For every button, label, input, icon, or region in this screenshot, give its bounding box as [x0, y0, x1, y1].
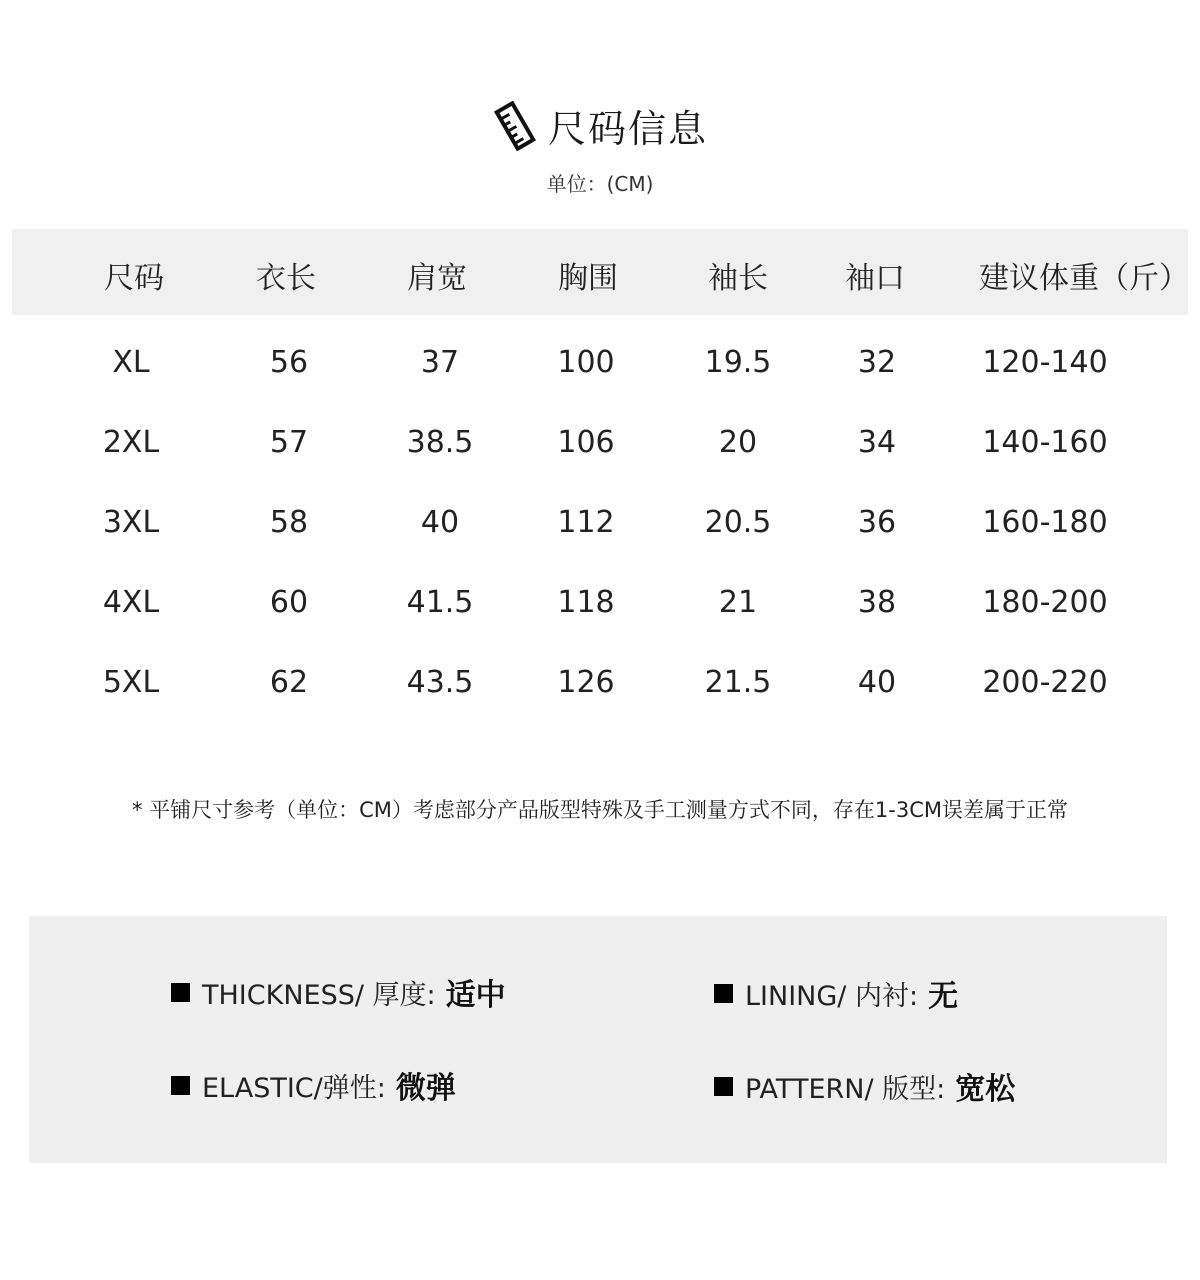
table-cell: 20	[718, 425, 758, 460]
size-info-title	[0, 98, 1200, 153]
square-bullet-icon	[171, 1076, 190, 1095]
table-cell: 34	[857, 425, 897, 460]
column-header-size: 尺码	[104, 261, 164, 296]
table-cell: 112	[557, 505, 615, 540]
table-cell: 21	[718, 585, 758, 620]
table-cell: 21.5	[704, 665, 772, 700]
spec-value: 适中	[445, 978, 506, 1013]
spec-label: LINING/ 内衬:	[745, 980, 919, 1012]
column-header-cuff: 袖口	[845, 261, 905, 296]
table-cell: XL	[112, 345, 150, 380]
table-cell: 36	[857, 505, 897, 540]
spec-label: PATTERN/ 版型:	[745, 1073, 946, 1105]
table-cell: 41.5	[406, 585, 474, 620]
measurement-note: * 平铺尺寸参考（单位：CM）考虑部分产品版型特殊及手工测量方式不同，存在1-3CM误差属于正常	[131, 798, 1069, 822]
table-cell: 20.5	[704, 505, 772, 540]
table-cell: 2XL	[102, 425, 160, 460]
table-cell: 38	[857, 585, 897, 620]
square-bullet-icon	[171, 983, 190, 1002]
table-cell: 106	[557, 425, 615, 460]
column-header-weight: 建议体重（斤）	[979, 261, 1189, 296]
spec-value: 宽松	[955, 1072, 1016, 1107]
spec-pattern	[714, 1064, 1015, 1108]
spec-lining	[714, 971, 958, 1015]
column-header-shoulder: 肩宽	[407, 261, 467, 296]
table-cell: 37	[420, 345, 460, 380]
table-cell: 40	[857, 665, 897, 700]
spec-value: 无	[928, 979, 959, 1014]
table-cell: 19.5	[704, 345, 772, 380]
table-cell: 43.5	[406, 665, 474, 700]
page-title: 尺码信息	[547, 107, 708, 151]
spec-label: THICKNESS/ 厚度:	[202, 979, 436, 1011]
table-cell: 56	[269, 345, 309, 380]
table-cell: 32	[857, 345, 897, 380]
table-cell: 100	[557, 345, 615, 380]
table-cell: 4XL	[102, 585, 160, 620]
table-cell: 200-220	[982, 665, 1108, 700]
table-cell: 118	[557, 585, 615, 620]
unit-label: 单位：(CM)	[546, 172, 654, 196]
table-cell: 140-160	[982, 425, 1108, 460]
column-header-length: 衣长	[256, 261, 316, 296]
spec-label: ELASTIC/弹性:	[202, 1072, 386, 1104]
table-cell: 38.5	[406, 425, 474, 460]
table-cell: 126	[557, 665, 615, 700]
square-bullet-icon	[714, 984, 733, 1003]
spec-thickness	[171, 970, 506, 1014]
table-cell: 180-200	[982, 585, 1108, 620]
table-cell: 62	[269, 665, 309, 700]
square-bullet-icon	[714, 1077, 733, 1096]
table-cell: 120-140	[982, 345, 1108, 380]
table-cell: 160-180	[982, 505, 1108, 540]
table-cell: 3XL	[102, 505, 160, 540]
ruler-icon	[492, 101, 538, 151]
table-cell: 60	[269, 585, 309, 620]
table-cell: 58	[269, 505, 309, 540]
table-cell: 57	[269, 425, 309, 460]
spec-panel	[29, 916, 1167, 1163]
column-header-sleeve: 袖长	[708, 261, 768, 296]
spec-elastic	[171, 1063, 456, 1107]
table-cell: 40	[420, 505, 460, 540]
spec-value: 微弹	[395, 1071, 456, 1106]
table-cell: 5XL	[102, 665, 160, 700]
column-header-chest: 胸围	[558, 261, 618, 296]
